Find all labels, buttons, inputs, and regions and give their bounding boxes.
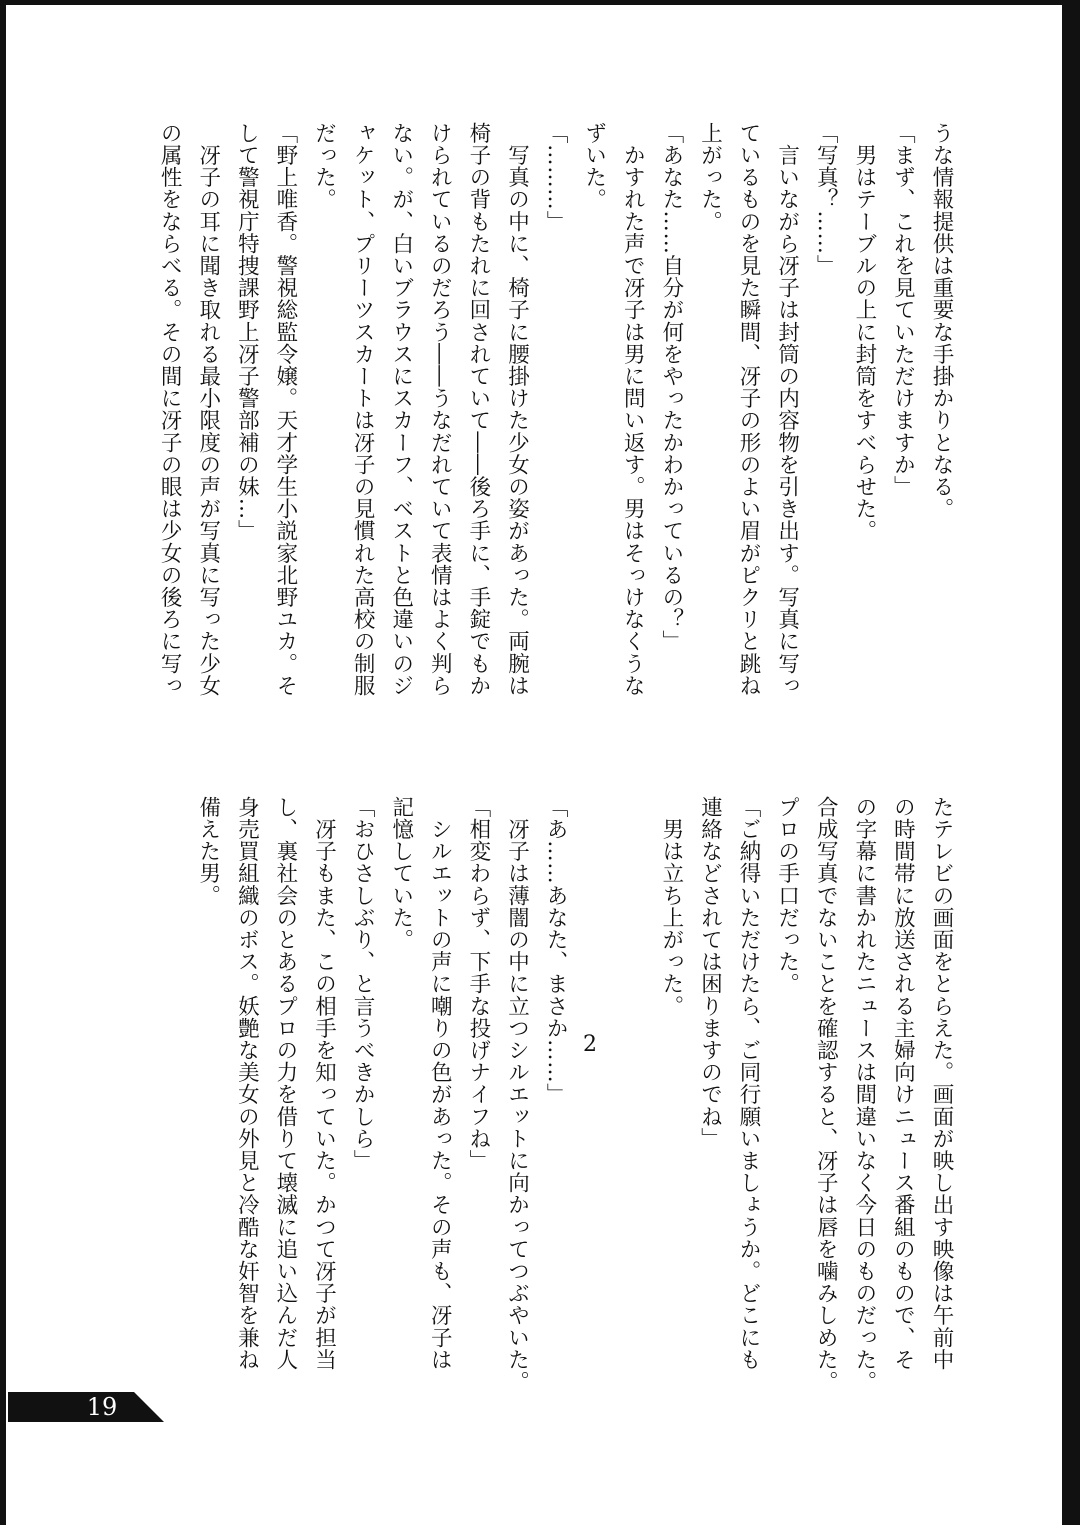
page-edge-right xyxy=(1062,0,1080,1525)
text-line: プロの手口だった。 xyxy=(774,796,800,995)
section-number: 2 xyxy=(583,1032,597,1057)
text-line: たテレビの画面をとらえた。画面が映し出す映像は午前中 xyxy=(929,796,954,1371)
text-column-bottom xyxy=(175,796,960,1421)
text-line: ずいた。 xyxy=(581,122,607,211)
text-line: 椅子の背もたれに回されていて――後ろ手に、手錠でもか xyxy=(465,122,491,697)
page-edge-top xyxy=(0,0,1080,5)
text-line: けられているのだろう――うなだれていて表情はよく判ら xyxy=(427,122,453,697)
text-line: ない。が、白いブラウスにスカーフ、ベストと色違いのジ xyxy=(388,122,414,697)
text-line: 冴子は薄闇の中に立つシルエットに向かってつぶやいた。 xyxy=(504,796,530,1393)
text-line: 「おひさしぶり、と言うべきかしら」 xyxy=(350,796,376,1172)
text-line: 男は立ち上がった。 xyxy=(658,796,684,1017)
text-line: シルエットの声に嘲りの色があった。その声も、冴子は xyxy=(427,796,453,1371)
text-line: の時間帯に放送される主婦向けニュース番組のもので、そ xyxy=(890,796,916,1371)
text-line-blank xyxy=(574,796,613,1421)
text-line: 冴子もまた、この相手を知っていた。かつて冴子が担当 xyxy=(311,796,337,1371)
text-line: ているものを見た瞬間、冴子の形のよい眉がピクリと跳ね xyxy=(736,122,762,697)
text-line: の字幕に書かれたニュースは間違いなく今日のものだった。 xyxy=(851,796,877,1393)
text-line: 記憶していた。 xyxy=(388,796,414,951)
text-line: 備えた男。 xyxy=(195,796,221,907)
text-line: 男はテーブルの上に封筒をすべらせた。 xyxy=(851,122,877,542)
text-line: 「ご納得いただけたら、ご同行願いましょうか。どこにも xyxy=(736,796,762,1371)
text-line: 言いながら冴子は封筒の内容物を引き出す。写真に写っ xyxy=(774,122,800,697)
text-line: し、裏社会のとあるプロの力を借りて壊滅に追い込んだ人 xyxy=(272,796,298,1371)
text-line: して警視庁特捜課野上冴子警部補の妹…」 xyxy=(234,122,260,542)
text-line: 身売買組織のボス。妖艶な美女の外見と冷酷な奸智を兼ね xyxy=(234,796,260,1371)
text-line: 「野上唯香。警視総監令嬢。天才学生小説家北野ユカ。そ xyxy=(272,122,298,697)
text-line: ャケット、プリーツスカートは冴子の見慣れた高校の制服 xyxy=(350,122,376,697)
text-line: 「まず、これを見ていただけますか」 xyxy=(890,122,916,498)
text-line: 「写真？……」 xyxy=(813,122,839,277)
text-line: 冴子の耳に聞き取れる最小限度の声が写真に写った少女 xyxy=(195,122,221,697)
text-line-blank xyxy=(613,796,652,1421)
text-line: 上がった。 xyxy=(697,122,723,233)
text-line: 合成写真でないことを確認すると、冴子は唇を噛みしめた。 xyxy=(813,796,839,1393)
text-line: かすれた声で冴子は男に問い返す。男はそっけなくうな xyxy=(620,122,646,697)
text-line: 連絡などされては困りますのでね」 xyxy=(697,796,723,1150)
text-column-top xyxy=(157,122,960,747)
page-edge-left xyxy=(0,0,6,1525)
text-line: の属性をならべる。その間に冴子の眼は少女の後ろに写っ xyxy=(157,122,183,697)
page-number: 19 xyxy=(86,1393,118,1421)
text-line: 「………」 xyxy=(543,122,569,233)
text-line: 「あなた……自分が何をやったかわかっているの？」 xyxy=(658,122,684,653)
text-line: だった。 xyxy=(311,122,337,211)
text-line: 「あ……あなた、まさか……」 xyxy=(543,796,569,1106)
text-line: うな情報提供は重要な手掛かりとなる。 xyxy=(929,122,954,520)
text-line: 写真の中に、椅子に腰掛けた少女の姿があった。両腕は xyxy=(504,122,530,697)
text-line: 「相変わらず、下手な投げナイフね」 xyxy=(465,796,491,1172)
